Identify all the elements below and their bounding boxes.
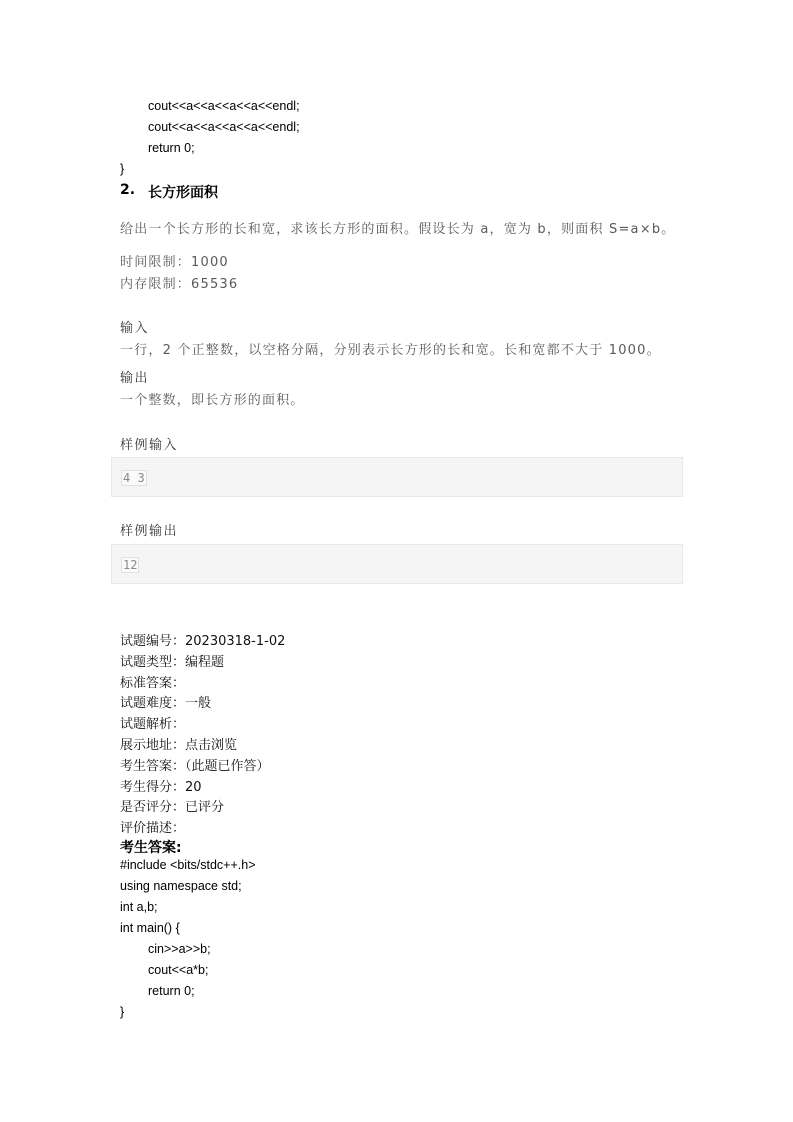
code-line: cout<<a<<a<<a<<a<<endl; — [148, 120, 300, 134]
code-line: } — [120, 162, 125, 176]
output-label: 输出 — [120, 371, 150, 386]
code-line: cout<<a<<a<<a<<a<<endl; — [148, 99, 300, 113]
output-description: 一个整数，即长方形的面积。 — [120, 393, 305, 408]
code-line: return 0; — [148, 141, 195, 155]
meta-difficulty: 试题难度：一般 — [120, 696, 212, 711]
meta-candidate-answer: 考生答案：（此题已作答） — [120, 759, 270, 774]
sample-input-box — [111, 457, 683, 497]
answer-code-line: #include <bits/stdc++.h> — [120, 858, 256, 872]
input-description: 一行，2 个正整数，以空格分隔，分别表示长方形的长和宽。长和宽都不大于 1000。 — [120, 343, 661, 358]
sample-output-label: 样例输出 — [120, 524, 179, 539]
answer-heading: 考生答案: — [120, 840, 182, 856]
meta-standard-answer: 标准答案： — [120, 676, 186, 691]
problem-title: 长方形面积 — [148, 185, 218, 201]
answer-code-line: return 0; — [148, 984, 195, 998]
answer-code-line: cin>>a>>b; — [148, 942, 211, 956]
answer-code-line: int a,b; — [120, 900, 158, 914]
meta-score: 考生得分：20 — [120, 780, 202, 795]
answer-code-line: } — [120, 1005, 125, 1019]
problem-description: 给出一个长方形的长和宽，求该长方形的面积。假设长为 a，宽为 b，则面积 S=a×b。 — [120, 222, 676, 237]
meta-question-type: 试题类型：编程题 — [120, 655, 225, 670]
meta-comment: 评价描述： — [120, 821, 186, 836]
answer-code-line: cout<<a*b; — [148, 963, 209, 977]
meta-graded: 是否评分：已评分 — [120, 800, 225, 815]
sample-output-box — [111, 544, 683, 584]
meta-analysis: 试题解析： — [120, 717, 186, 732]
meta-display-url: 展示地址：点击浏览 — [120, 738, 238, 753]
memory-limit: 内存限制：65536 — [120, 277, 239, 292]
input-label: 输入 — [120, 321, 150, 336]
answer-code-line: int main() { — [120, 921, 180, 935]
sample-output-value: 12 — [123, 558, 138, 572]
time-limit: 时间限制：1000 — [120, 255, 229, 270]
answer-code-line: using namespace std; — [120, 879, 242, 893]
meta-question-id: 试题编号：20230318-1-02 — [120, 634, 286, 649]
sample-input-value: 4 3 — [123, 471, 145, 485]
sample-input-label: 样例输入 — [120, 438, 179, 453]
problem-number: 2. — [120, 182, 136, 198]
